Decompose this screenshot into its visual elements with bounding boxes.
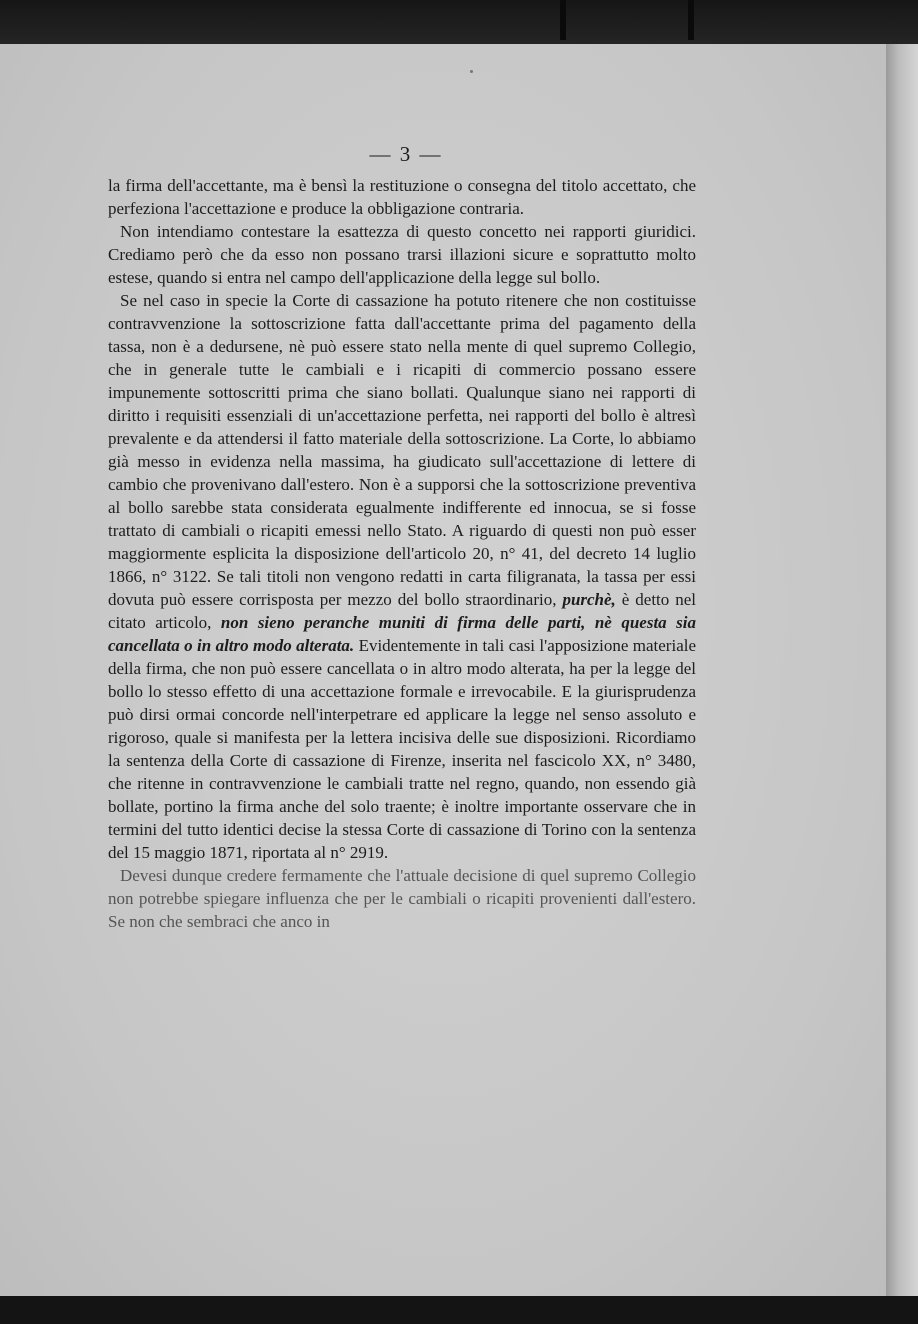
paragraph-3-part-3: Evidentemente in tali casi l'apposizione materiale della firma, che non può essere cancellata o in altro modo alterata, ha per la legge del bollo lo stesso effetto di una accettazione formale e irrevocabile. E la giurisprudenza può dirsi ormai concorde nell'interpetrare ed applicare la legge nel senso assoluto e rigoroso, quale si manifesta per la lettera incisiva delle sue disposizioni. Ricordiamo la sentenza della Corte di cassazione di Firenze, inserita nel fascicolo XX, n° 3480, che ritenne in contravvenzione le cambiali tratte nel regno, quando, non essendo già bollate, portino la firma anche del solo traente; è inoltre importante osservare che in termini del tutto identici decise la stessa Corte di cassazione di Torino con la sentenza del 15 maggio 1871, riportata al n° 2919. bbox=[108, 636, 697, 862]
speck-mark bbox=[470, 70, 473, 73]
paragraph-3-italic-1: purchè, bbox=[562, 590, 616, 609]
scan-notch bbox=[688, 0, 694, 40]
page-number: — 3 — bbox=[369, 142, 443, 166]
page-right-edge bbox=[886, 44, 918, 1296]
paragraph-2: Non intendiamo contestare la esattezza di questo concetto nei rapporti giuridici. Crediamo però che da esso non possano trarsi illazioni sicure e soprattutto molto estese, quando si entra nel campo dell'applicazione della legge sul bollo. bbox=[108, 222, 696, 287]
paragraph-3-part-2: è detto nel citato articolo, bbox=[108, 590, 697, 632]
scan-bottom-border bbox=[0, 1296, 918, 1324]
paragraph-1: la firma dell'accettante, ma è bensì la restituzione o consegna del titolo accettato, che perfeziona l'accettazione e produce la obbligazione contraria. bbox=[108, 176, 696, 218]
scan-top-border bbox=[0, 0, 918, 50]
scan-notch bbox=[560, 0, 566, 40]
body-text bbox=[108, 174, 696, 933]
paragraph-4: Devesi dunque credere fermamente che l'attuale decisione di quel supremo Collegio non potrebbe spiegare influenza che per le cambiali o ricapiti provenienti dall'estero. Se non che sembraci che anco in bbox=[108, 866, 696, 931]
paragraph-3-italic-2: non sieno peranche muniti di firma delle parti, nè questa sia cancellata o in altro modo alterata. bbox=[108, 613, 697, 655]
paragraph-3-part-1: Se nel caso in specie la Corte di cassazione ha potuto ritenere che non costituisse contravvenzione la sottoscrizione fatta dall'accettante prima del pagamento della tassa, non è a dedursene, nè può essere stato nella mente di quel supremo Collegio, che in generale tutte le cambiali e i ricapiti di commercio possano essere impunemente sottoscritti prima che siano bollati. Qualunque siano nei rapporti di diritto i requisiti essenziali di un'accettazione perfetta, nei rapporti del bollo è altresì prevalente e da attendersi il fatto materiale della sottoscrizione. La Corte, lo abbiamo già messo in evidenza nella massima, ha giudicato sull'accettazione di lettere di cambio che provenivano dall'estero. Non è a supporsi che la sottoscrizione preventiva al bollo sarebbe stata considerata egualmente indifferente ed innocua, se si fosse trattato di cambiali o ricapiti emessi nello Stato. A riguardo di questi non può esser maggiormente esplicita la disposizione dell'articolo 20, n° 41, del decreto 14 luglio 1866, n° 3122. Se tali titoli non vengono redatti in carta filigranata, la tassa per essi dovuta può essere corrisposta per mezzo del bollo straordinario, bbox=[108, 291, 696, 609]
paragraph-3 bbox=[108, 289, 696, 864]
